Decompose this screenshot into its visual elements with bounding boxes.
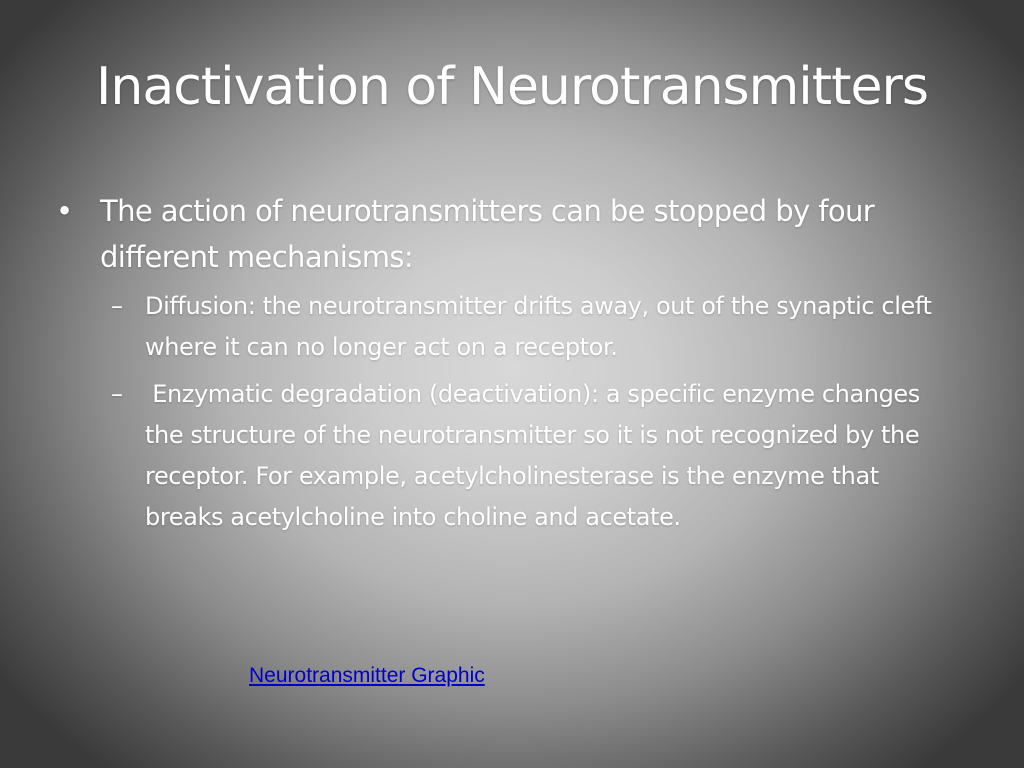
neurotransmitter-graphic-link[interactable]: Neurotransmitter Graphic [249, 664, 485, 687]
sub-item-text: Diffusion: the neurotransmitter drifts away, out of the synaptic cleft where it can no longer act on a receptor. [145, 292, 932, 361]
sub-item-enzymatic [111, 374, 956, 538]
slide-body [56, 188, 956, 538]
sub-item-diffusion [111, 286, 956, 368]
bullet-item [56, 188, 956, 280]
bullet-marker: • [56, 194, 73, 228]
sub-marker: – [111, 380, 123, 408]
sub-list [56, 286, 956, 538]
sub-marker: – [111, 292, 123, 320]
slide-title: Inactivation of Neurotransmitters [96, 57, 928, 117]
bullet-text: The action of neurotransmitters can be stopped by four different mechanisms: [100, 194, 875, 274]
sub-item-text: Enzymatic degradation (deactivation): a specific enzyme changes the structure of the neurotransmitter so it is not recognized by the receptor. For example, acetylcholinesterase is the enzyme that breaks acetylcholine into choline and acetate. [145, 380, 928, 531]
